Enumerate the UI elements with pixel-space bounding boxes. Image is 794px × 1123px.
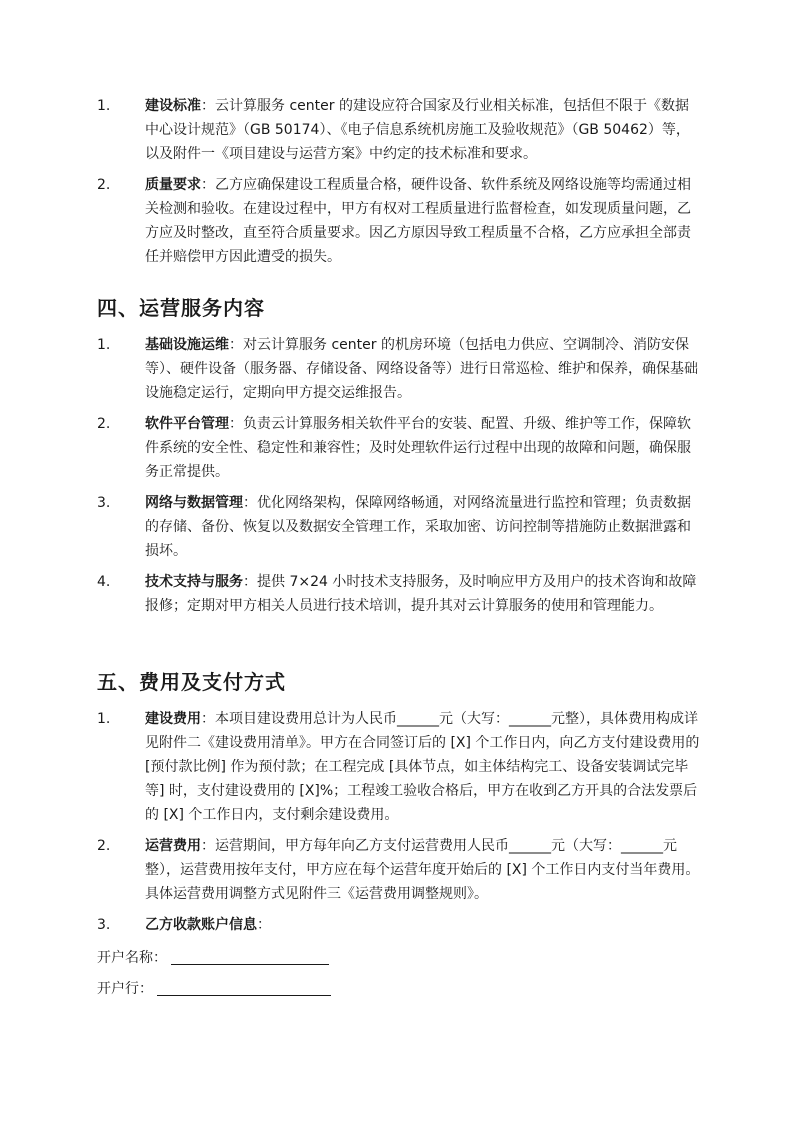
item-text: 云计算服务 center 的建设应符合国家及行业相关标准，包括但不限于《数据中心设计规范》（GB 50174）、《电子信息系统机房施工及验收规范》（GB 50462）等，以及附件一《项目建设与运营方案》中约定的技术标准和要求。 xyxy=(145,98,690,162)
section-heading-operations: 四、运营服务内容 xyxy=(97,296,265,320)
item-text: 提供 7×24 小时技术支持服务，及时响应甲方及用户的技术咨询和故障报修；定期对甲方相关人员进行技术培训，提升其对云计算服务的使用和管理能力。 xyxy=(145,574,697,614)
account-bank-field xyxy=(97,977,331,1001)
item-term: 软件平台管理 xyxy=(145,416,229,432)
account-bank-label: 开户行： xyxy=(97,981,153,997)
item-text: 对云计算服务 center 的机房环境（包括电力供应、空调制冷、消防安保等）、硬件设备（服务器、存储设备、网络设备等）进行日常巡检、维护和保养，确保基础设施稳定运行，定期向甲方提交运维报告。 xyxy=(145,337,698,401)
list-item: 4. 技术支持与服务：提供 7×24 小时技术支持服务，及时响应甲方及用户的技术咨询和故障报修；定期对甲方相关人员进行技术培训，提升其对云计算服务的使用和管理能力。 xyxy=(97,574,697,614)
item-text: 优化网络架构，保障网络畅通，对网络流量进行监控和管理；负责数据的存储、备份、恢复以及数据安全管理工作，采取加密、访问控制等措施防止数据泄露和损坏。 xyxy=(145,495,691,559)
construction-standards-list xyxy=(0,94,794,276)
list-item: 2. 质量要求：乙方应确保建设工程质量合格，硬件设备、软件系统及网络设施等均需通过相关检测和验收。在建设过程中，甲方有权对工程质量进行监督检查，如发现质量问题，乙方应及时整改，直至符合质量要求。因乙方原因导致工程质量不合格，乙方应承担全部责任并赔偿甲方因此遭受的损失。 xyxy=(97,177,691,265)
account-name-label: 开户名称： xyxy=(97,950,167,966)
item-term: 建设标准 xyxy=(145,98,201,114)
item-term: 网络与数据管理 xyxy=(145,495,243,511)
item-text: 本项目建设费用总计为人民币______元（大写：______元整），具体费用构成详见附件二《建设费用清单》。甲方在合同签订后的 [X] 个工作日内，向乙方支付建设费用的 [预付款比例] 作为预付款；在工程完成 [具体节点，如主体结构完工、设备安装调试完毕等] 时，支付建设费用的 [X]%；工程竣工验收合格后，甲方在收到乙方开具的合法发票后的 [X] 个工作日内，支付剩余建设费用。 xyxy=(145,711,700,823)
operations-list xyxy=(0,333,794,625)
list-item: 1. 建设标准：云计算服务 center 的建设应符合国家及行业相关标准，包括但不限于《数据中心设计规范》（GB 50174）、《电子信息系统机房施工及验收规范》（GB 50462）等，以及附件一《项目建设与运营方案》中约定的技术标准和要求。 xyxy=(97,98,690,162)
item-term: 建设费用 xyxy=(145,711,201,727)
item-text: 负责云计算服务相关软件平台的安装、配置、升级、维护等工作，保障软件系统的安全性、稳定性和兼容性；及时处理软件运行过程中出现的故障和问题，确保服务正常提供。 xyxy=(145,416,691,480)
list-item: 1. 基础设施运维：对云计算服务 center 的机房环境（包括电力供应、空调制冷、消防安保等）、硬件设备（服务器、存储设备、网络设备等）进行日常巡检、维护和保养，确保基础设施稳定运行，定期向甲方提交运维报告。 xyxy=(97,337,698,401)
list-item: 2. 运营费用：运营期间，甲方每年向乙方支付运营费用人民币______元（大写：______元整），运营费用按年支付，甲方应在每个运营年度开始后的 [X] 个工作日内支付当年费用。具体运营费用调整方式见附件三《运营费用调整规则》。 xyxy=(97,838,700,902)
item-term: 质量要求 xyxy=(145,177,201,193)
list-item: 3. 网络与数据管理：优化网络架构，保障网络畅通，对网络流量进行监控和管理；负责数据的存储、备份、恢复以及数据安全管理工作，采取加密、访问控制等措施防止数据泄露和损坏。 xyxy=(97,495,691,559)
section-heading-fees: 五、费用及支付方式 xyxy=(97,670,286,694)
list-item: 2. 软件平台管理：负责云计算服务相关软件平台的安装、配置、升级、维护等工作，保障软件系统的安全性、稳定性和兼容性；及时处理软件运行过程中出现的故障和问题，确保服务正常提供。 xyxy=(97,416,691,480)
account-name-blank xyxy=(171,946,329,965)
item-term: 基础设施运维 xyxy=(145,337,229,353)
item-text: 运营期间，甲方每年向乙方支付运营费用人民币______元（大写：______元整），运营费用按年支付，甲方应在每个运营年度开始后的 [X] 个工作日内支付当年费用。具体运营费用调整方式见附件三《运营费用调整规则》。 xyxy=(145,838,700,902)
list-item: 1. 建设费用：本项目建设费用总计为人民币______元（大写：______元整），具体费用构成详见附件二《建设费用清单》。甲方在合同签订后的 [X] 个工作日内，向乙方支付建设费用的 [预付款比例] 作为预付款；在工程完成 [具体节点，如主体结构完工、设备安装调试完毕等] 时，支付建设费用的 [X]%；工程竣工验收合格后，甲方在收到乙方开具的合法发票后的 [X] 个工作日内，支付剩余建设费用。 xyxy=(97,711,700,823)
item-term: 技术支持与服务 xyxy=(145,574,243,590)
item-term: 乙方收款账户信息 xyxy=(145,917,257,933)
account-bank-blank xyxy=(157,977,331,996)
fees-list xyxy=(0,707,794,944)
list-item: 3. 乙方收款账户信息： xyxy=(97,917,271,933)
item-term: 运营费用 xyxy=(145,838,201,854)
account-name-field xyxy=(97,946,329,970)
item-text: 乙方应确保建设工程质量合格，硬件设备、软件系统及网络设施等均需通过相关检测和验收。在建设过程中，甲方有权对工程质量进行监督检查，如发现质量问题，乙方应及时整改，直至符合质量要求。因乙方原因导致工程质量不合格，乙方应承担全部责任并赔偿甲方因此遭受的损失。 xyxy=(145,177,691,265)
